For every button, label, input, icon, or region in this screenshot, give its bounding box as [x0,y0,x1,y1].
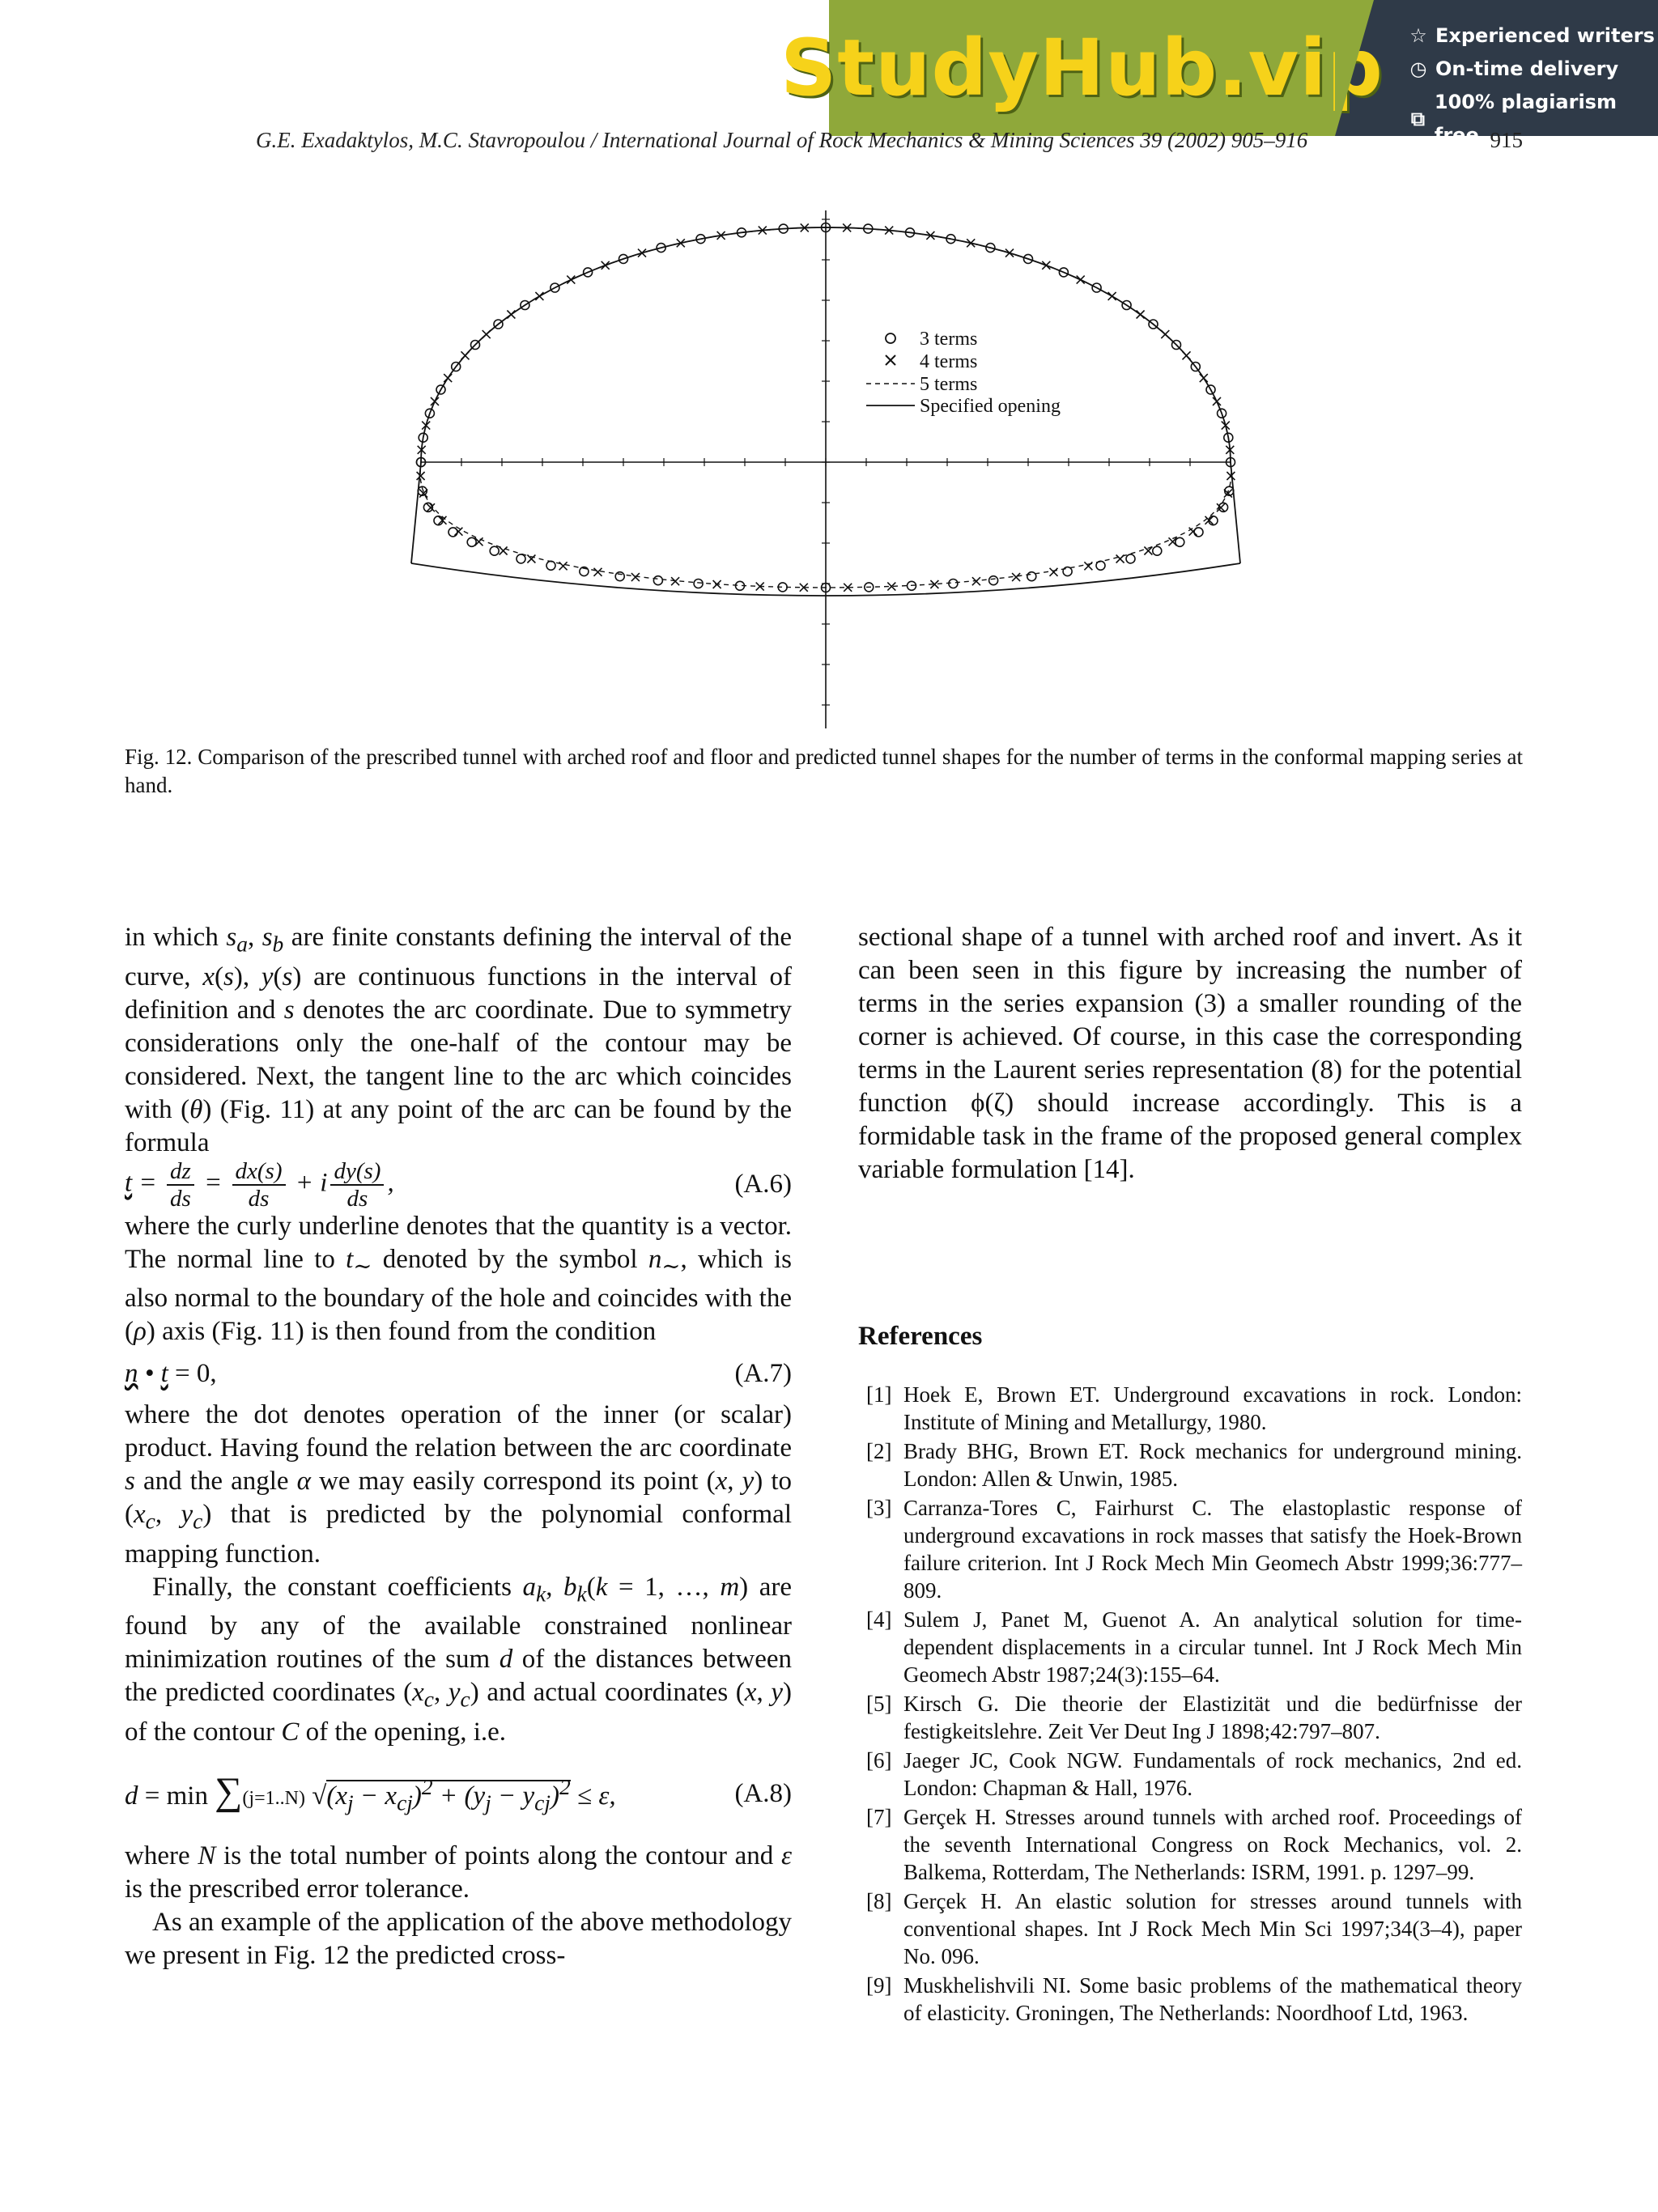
references-heading: References [858,1322,983,1351]
reference-number: [4] [866,1607,892,1632]
legend-marker-circle [886,333,895,343]
marker-4-terms [594,568,602,576]
paragraph: As an example of the application of the above methodology we present in Fig. 12 the predicted cross- [125,1907,792,1970]
reference-number: [6] [866,1748,892,1773]
reference-number: [2] [866,1439,892,1463]
reference-number: [1] [866,1382,892,1407]
reference-item [858,1606,1522,1688]
page-number: 915 [1490,128,1523,152]
marker-3-terms [1126,554,1135,563]
reference-text: Jaeger JC, Cook NGW. Fundamentals of rock mechanics, 2nd ed. London: Chapman & Hall, 1976. [903,1748,1522,1800]
reference-item [858,1972,1522,2027]
brand-name: StudyHub.vip [780,23,1384,113]
reference-item [858,1803,1522,1886]
clock-icon: ◷ [1409,57,1427,80]
paragraph: in which $s_a$, $s_b$ are finite constants defining the interval of the curve, x(s), y(s) are continuous functions in the interval of definition and s denotes the arc coordinate. Due to symmetry considerations only the one-half of the contour may be considered. Next, the tangent line to the arc which coincides with (θ) (Fig. 11) at any point of the arc can be found by the formula [125,923,792,1157]
star-icon: ☆ [1409,24,1427,47]
marker-4-terms [1189,528,1197,536]
equation-body: d = min ∑(j=1..N) $√(x_j - x_{cj})^2 + (y_j - y_{cj})^2 \le \varepsilon$, [125,1769,616,1815]
marker-3-terms [949,580,958,588]
reference-number: [5] [866,1692,892,1716]
marker-4-terms [1005,249,1014,257]
equation-a6 [125,1157,792,1212]
right-column [858,921,1522,1187]
marker-3-terms [1096,561,1105,570]
reference-text: Brady BHG, Brown ET. Rock mechanics for underground mining. London: Allen & Unwin, 1985. [903,1439,1522,1491]
marker-4-terms [444,374,452,382]
marker-4-terms [671,577,679,585]
marker-3-terms [1027,572,1036,581]
marker-3-terms [694,580,703,588]
running-header [256,128,1523,157]
tunnel-shape-plot [405,210,1271,728]
feature-item: ⧉ 100% plagiarism free [1408,86,1658,152]
reference-text: Gerçek H. An elastic solution for stresses around tunnels with conventional shapes. Int J Rock Mech Min Sci 1997;34(3–4), paper No. 096. [903,1889,1522,1968]
brand-logo[interactable] [780,0,1384,136]
marker-4-terms [638,249,646,257]
equation-number: (A.7) [734,1358,792,1388]
feature-item: ◷ On-time delivery [1408,53,1658,86]
axes [421,210,1231,728]
marker-4-terms [567,276,575,284]
marker-4-terms [1050,568,1058,576]
legend-specified-opening: Specified opening [920,396,1061,417]
paragraph: where the dot denotes operation of the inner (or scalar) product. Having found the relation between the arc coordinate s and the angle α we may easily correspond its point (x, y) to ($x_c$, $y_c$) that is predicted by the polynomial conformal mapping function. [125,1400,793,1569]
reference-item [858,1747,1522,1802]
marker-4-terms [461,351,470,359]
marker-3-terms [1153,546,1162,555]
marker-4-terms [527,555,535,563]
marker-4-terms [1042,261,1050,270]
reference-text: Kirsch G. Die theorie der Elastizität und die bedürfnisse der festigkeitslehre. Zeit Ver Deut Ing J 1898;42:797–807. [903,1692,1522,1743]
legend-3-terms: 3 terms [920,329,978,350]
marker-4-terms [535,292,543,300]
reference-item [858,1494,1522,1604]
marker-4-terms [713,580,721,588]
marker-4-terms [1213,397,1221,405]
marker-4-terms [483,330,491,338]
paragraph: sectional shape of a tunnel with arched roof and invert. As it can been seen in this figure by increasing the number of terms in the series expansion (3) a smaller rounding of the corner is achieved. Of course, in this case the corresponding terms in the Laurent series representation (8) for the potential function ϕ(ζ) should increase accordingly. This is a formidable task in the frame of the proposed general complex variable formulation [14]. [858,923,1522,1184]
marker-3-terms [517,554,525,563]
marker-4-terms [1077,276,1085,284]
marker-4-terms [500,547,508,555]
equation-a7 [125,1353,792,1394]
header-citation: G.E. Exadaktylos, M.C. Stavropoulou / International Journal of Rock Mechanics & Mining Sciences 39 (2002) 905–916 [256,128,1308,152]
reference-number: [7] [866,1805,892,1829]
marker-3-terms [490,546,499,555]
marker-4-terms [1183,351,1191,359]
reference-text: Carranza-Tores C, Fairhurst C. The elastoplastic response of underground excavations in rock masses that satisfy the Hoek-Brown failure criterion. Int J Rock Mech Min Geomech Abstr 1999;36:777–809. [903,1496,1522,1603]
equation-a8 [125,1754,792,1835]
reference-text: Hoek E, Brown ET. Underground excavations in rock. London: Institute of Mining and Metallurgy, 1980. [903,1382,1522,1434]
copy-icon: ⧉ [1410,107,1426,130]
feature-item: ☆ Experienced writers [1408,19,1658,53]
left-column [125,921,792,1972]
marker-4-terms [1108,292,1116,300]
reference-number: [9] [866,1973,892,1998]
reference-list [858,1381,1522,2027]
reference-text: Gerçek H. Stresses around tunnels with arched roof. Proceedings of the seventh International Congress on Rock Mechanics, vol. 2. Balkema, Rotterdam, The Netherlands: ISRM, 1991. p. 1297–99. [903,1805,1522,1884]
reference-number: [8] [866,1889,892,1913]
marker-4-terms [507,311,515,319]
marker-4-terms [1137,311,1145,319]
reference-item [858,1690,1522,1745]
legend-4-terms: 4 terms [920,351,978,372]
marker-4-terms [1200,374,1208,382]
references-section [858,1322,1522,2028]
reference-text: Muskhelishvili NI. Some basic problems of the mathematical theory of elasticity. Groningen, The Netherlands: Noordhoof Ltd, 1963. [903,1973,1522,2025]
marker-3-terms [546,561,555,570]
reference-item [858,1381,1522,1436]
marker-4-terms [1116,555,1124,563]
reference-item [858,1437,1522,1492]
marker-4-terms [602,261,610,270]
paragraph: where N is the total number of points along the contour and ε is the prescribed error tolerance. [125,1841,792,1904]
marker-4-terms [559,562,568,570]
equation-number: (A.6) [734,1170,792,1199]
legend-5-terms: 5 terms [920,374,978,395]
equation-body: t = $\frac{dz}{ds}$ = $\frac{dx(s)}{ds}$ + i $\frac{dy(s)}{ds}$ , [125,1157,394,1212]
equation-body: n • t = 0, [125,1358,217,1388]
legend [866,329,1061,417]
legend-marker-cross [886,355,895,365]
paragraph: Finally, the constant coefficients $a_k$, $b_k(k = 1$, …, m) are found by any of the available constrained nonlinear minimization routines of the sum d of the distances between the predicted coordinates ($x_c$, $y_c$) and actual coordinates (x, y) of the contour C of the opening, i.e. [125,1572,792,1747]
marker-3-terms [615,572,624,581]
figure-caption: Fig. 12. Comparison of the prescribed tunnel with arched roof and floor and predicted tunnel shapes for the number of terms in the conformal mapping series at hand. [125,745,1523,797]
equation-number: (A.8) [734,1779,792,1809]
marker-4-terms [1012,573,1020,581]
marker-3-terms [653,576,662,585]
marker-4-terms [1084,562,1092,570]
reference-number: [3] [866,1496,892,1520]
reference-item [858,1887,1522,1970]
paragraph: where the curly underline denotes that the quantity is a vector. The normal line to $t_\sim$ denoted by the symbol $n_\sim$, which is also normal to the boundary of the hole and coincides with the (ρ) axis (Fig. 11) is then found from the condition [125,1211,792,1347]
reference-text: Sulem J, Panet M, Guenot A. An analytical solution for time-dependent displacements in a circular tunnel. Int J Rock Mech Min Geomech Abstr 1987;24(3):155–64. [903,1607,1522,1687]
marker-3-terms [989,576,998,585]
marker-3-terms [1063,567,1072,576]
figure-12 [405,210,1271,728]
marker-4-terms [431,397,439,405]
marker-4-terms [1161,330,1169,338]
